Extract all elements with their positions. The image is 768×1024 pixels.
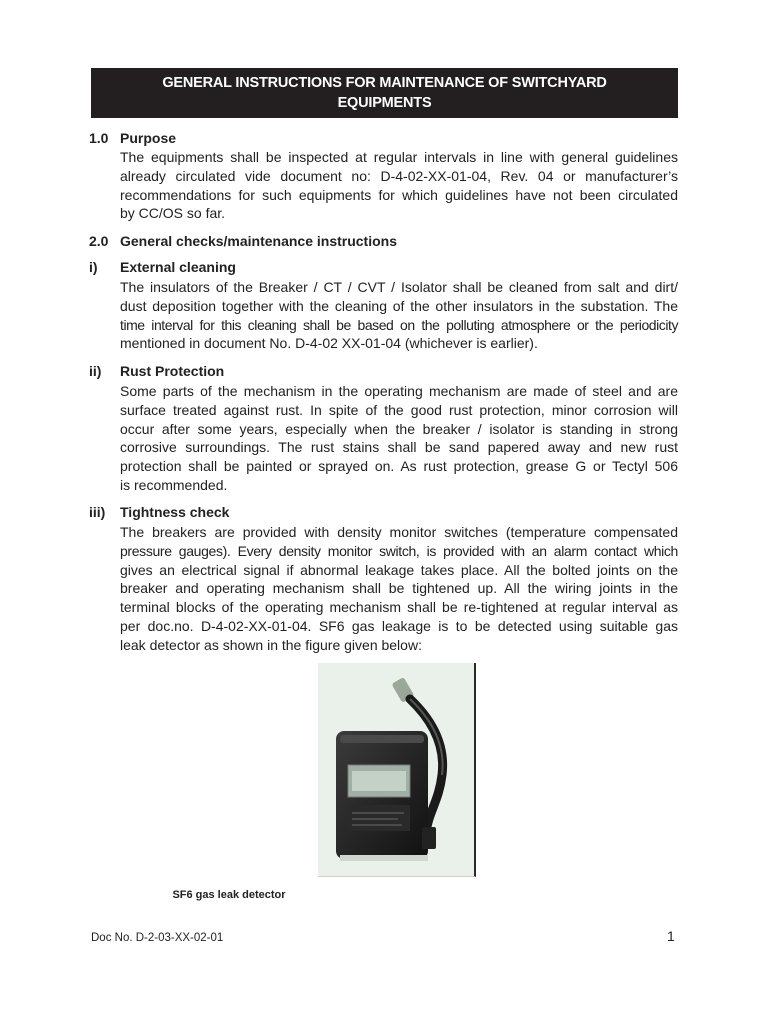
- leak-detector-photo: [318, 663, 476, 877]
- text-line: surface treated against rust. In spite of the good rust protection, minor corrosion will: [120, 401, 678, 418]
- text-line: Some parts of the mechanism in the operating mechanism are made of steel and are: [120, 383, 678, 399]
- text-line: recommendations for such equipments for which guidelines have not been circulated: [120, 186, 678, 203]
- section-heading-rust-protection: [89, 362, 224, 380]
- document-title: [91, 68, 678, 118]
- page-number: 1: [667, 928, 675, 944]
- text-line: is recommended.: [120, 476, 228, 493]
- text-line: gives an electrical signal if abnormal leakage takes place. All the bolted joints on the: [120, 561, 678, 578]
- paragraph-external-cleaning: [120, 278, 678, 353]
- section-number: i): [89, 259, 98, 275]
- paragraph-purpose: [120, 148, 678, 223]
- text-line: The insulators of the Breaker / CT / CVT / Isolator shall be cleaned from salt and dirt/: [120, 279, 678, 295]
- photo-shadow: [340, 855, 428, 861]
- section-title: General checks/maintenance instructions: [120, 233, 397, 249]
- text-line: by CC/OS so far.: [120, 205, 226, 222]
- text-line: breaker and operating mechanism shall be tightened up. All the wiring joints in the: [120, 580, 678, 597]
- section-heading-external-cleaning: [89, 258, 236, 276]
- section-number: 2.0: [89, 233, 109, 249]
- title-line-1: GENERAL INSTRUCTIONS FOR MAINTENANCE OF SWITCHYARD: [162, 75, 607, 91]
- detector-label: [348, 805, 410, 831]
- text-line: protection shall be painted or sprayed on. As rust protection, grease G or Tectyl 506: [120, 458, 678, 475]
- text-line: The equipments shall be inspected at regular intervals in line with general guidelines: [120, 149, 678, 165]
- section-title: External cleaning: [120, 259, 236, 275]
- figure-caption: SF6 gas leak detector: [172, 889, 286, 901]
- text-line: leak detector as shown in the figure given below:: [120, 636, 422, 653]
- paragraph-rust-protection: [120, 382, 678, 495]
- section-title: Tightness check: [120, 504, 230, 520]
- text-line: dust deposition together with the cleaning of the other insulators in the substation. The: [120, 297, 678, 314]
- paragraph-tightness-check: [120, 523, 678, 655]
- section-title: Purpose: [120, 130, 177, 146]
- document-number: Doc No. D-2-03-XX-02-01: [91, 932, 224, 944]
- text-line: pressure gauges). Every density monitor switch, is provided with an alarm contact which: [120, 542, 678, 559]
- section-heading-tightness-check: [89, 503, 229, 521]
- text-line: per doc.no. D-4-02-XX-01-04. SF6 gas leakage is to be detected using suitable gas: [120, 617, 678, 634]
- display-window: [352, 771, 406, 791]
- text-line: already circulated vide document no: D-4-02-XX-01-04, Rev. 04 or manufacturer’s: [120, 167, 678, 184]
- hose-connector: [422, 827, 436, 849]
- section-number: iii): [89, 504, 106, 520]
- section-title: Rust Protection: [120, 363, 225, 379]
- text-line: time interval for this cleaning shall be based on the polluting atmosphere or the periodicity: [120, 316, 678, 333]
- detector-top-edge: [340, 735, 424, 743]
- text-line: terminal blocks of the operating mechanism shall be re-tightened at regular interval as: [120, 599, 678, 616]
- title-line-2: EQUIPMENTS: [337, 95, 432, 111]
- text-line: corrosive surroundings. The rust stains shall be sand papered away and new rust: [120, 439, 678, 456]
- text-line: occur after some years, especially when the breaker / isolator is standing in strong: [120, 420, 678, 437]
- section-heading-general-checks: [89, 232, 397, 250]
- text-line: mentioned in document No. D-4-02 XX-01-04 (whichever is earlier).: [120, 335, 538, 352]
- text-line: The breakers are provided with density monitor switches (temperature compensated: [120, 524, 678, 540]
- leak-detector-illustration: [318, 663, 474, 876]
- section-heading-purpose: [89, 129, 176, 147]
- section-number: 1.0: [89, 130, 109, 146]
- section-number: ii): [89, 363, 102, 379]
